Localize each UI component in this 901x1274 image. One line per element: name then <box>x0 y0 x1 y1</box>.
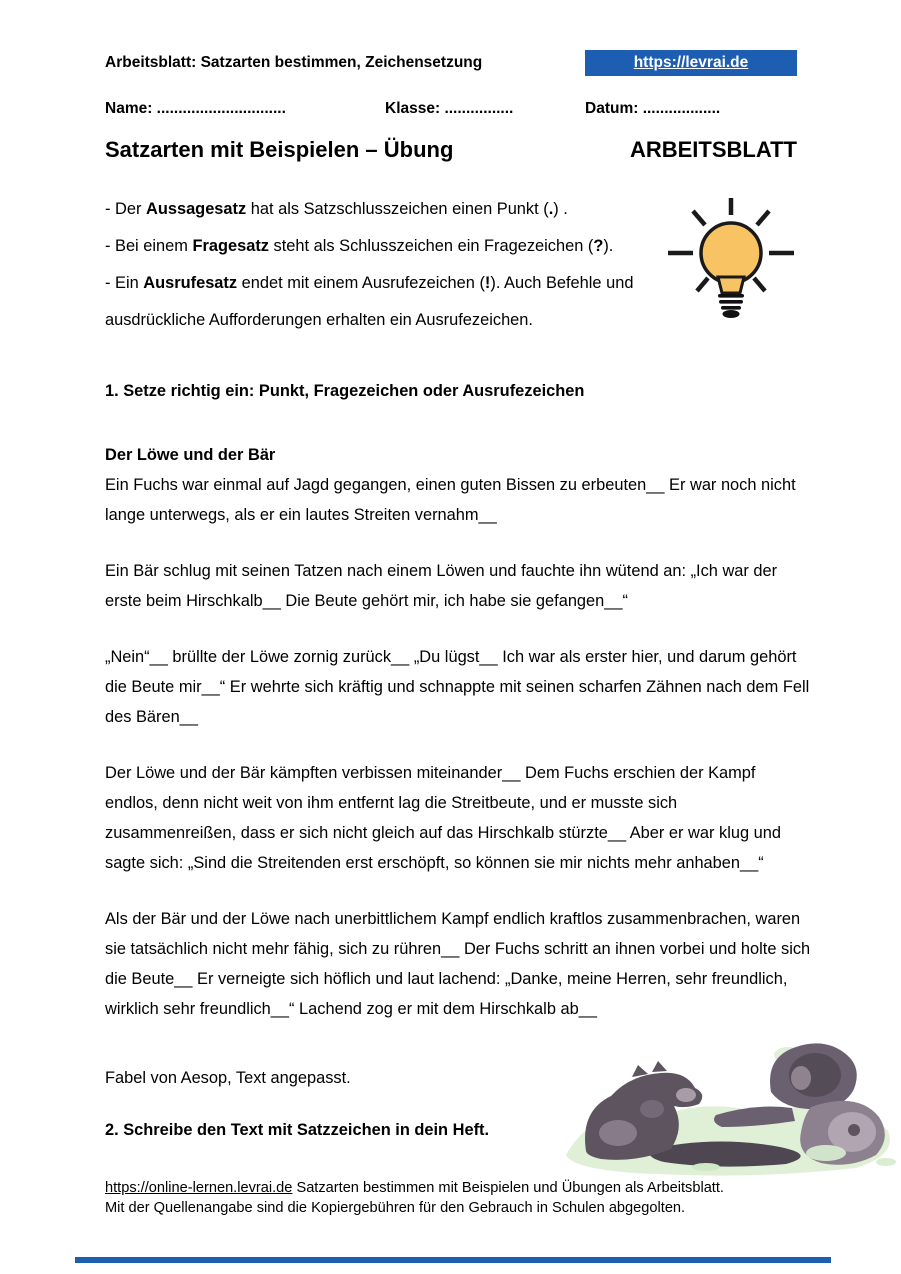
name-field: Name: .............................. <box>105 100 286 117</box>
page-title: Satzarten mit Beispielen – Übung <box>105 137 454 162</box>
exercise2-heading: 2. Schreibe den Text mit Satzzeichen in dein Heft. <box>105 1121 490 1139</box>
rule-text: endet mit einem Ausrufezeichen ( <box>237 274 485 292</box>
site-link-text: https://levrai.de <box>633 54 749 71</box>
rule-text: ) . <box>553 200 568 218</box>
story-paragraph: Ein Fuchs war einmal auf Jagd gegangen, einen guten Bissen zu erbeuten__ Er war noch nicht lange unterwegs, als er ein lautes Streiten vernahm__ <box>105 476 796 524</box>
footer-link[interactable]: https://online-lernen.levrai.de <box>105 1180 293 1196</box>
rule-aussagesatz <box>105 191 677 228</box>
story-attribution: Fabel von Aesop, Text angepasst. <box>105 1069 351 1087</box>
story-paragraph: Ein Bär schlug mit seinen Tatzen nach einem Löwen und fauchte ihn wütend an: „Ich war der erste beim Hirschkalb__ Die Beute gehört mir, ich habe sie gefangen__“ <box>105 562 778 610</box>
story-paragraph: „Nein“__ brüllte der Löwe zornig zurück__ „Du lügst__ Ich war als erster hier, und darum gehört die Beute mir__“ Er wehrte sich kräftig und schnappte mit seinen scharfen Zähnen nach dem Fell des Bären__ <box>105 648 810 726</box>
exercise1-heading: 1. Setze richtig ein: Punkt, Fragezeichen oder Ausrufezeichen <box>105 382 585 400</box>
bottom-divider <box>75 1257 831 1263</box>
rule-ausrufesatz <box>105 265 677 339</box>
rule-text: steht als Schlusszeichen ein Fragezeichen ( <box>268 237 594 255</box>
footer-line1-text: Satzarten bestimmen mit Beispielen und Übungen als Arbeitsblatt. <box>292 1180 724 1196</box>
rule-text: ). <box>603 237 614 255</box>
rule-text: hat als Satzschlusszeichen einen Punkt ( <box>246 200 549 218</box>
site-link-button[interactable] <box>585 50 797 76</box>
rule-fragesatz <box>105 228 677 265</box>
student-info-row <box>105 100 805 118</box>
story-section <box>105 440 811 1050</box>
rule-text: ). Auch Befehle und ausdrückliche Aufforderungen erhalten ein Ausrufezeichen. <box>105 274 634 329</box>
rule-text: - Der <box>105 200 146 218</box>
rule-punctuation-mark: ? <box>593 237 604 255</box>
main-title-row <box>105 137 797 163</box>
footer-line1 <box>105 1178 825 1198</box>
lightbulb-icon <box>660 194 802 328</box>
story-paragraph: Als der Bär und der Löwe nach unerbittlichem Kampf endlich kraftlos zusammenbrachen, waren sie tatsächlich nicht mehr fähig, sich zu rühren__ Der Fuchs schritt an ihnen vorbei und holte sich die Beute__ Er verneigte sich höflich und laut lachend: „Danke, meine Herren, sehr freundlich, wirklich sehr freundlich__“ Lachend zog er mit dem Hirschkalb ab__ <box>105 910 811 1018</box>
date-field: Datum: .................. <box>585 100 721 117</box>
class-field: Klasse: ................ <box>385 100 514 117</box>
worksheet-badge: ARBEITSBLATT <box>629 137 797 162</box>
rule-term: Aussagesatz <box>145 200 247 218</box>
header-bar <box>105 50 797 76</box>
rule-term: Fragesatz <box>192 237 269 255</box>
rule-punctuation-mark: . <box>548 200 554 218</box>
rule-text: - Ein <box>105 274 144 292</box>
footer <box>105 1178 825 1218</box>
rule-term: Ausrufesatz <box>143 274 238 292</box>
sentence-type-rules <box>105 191 677 339</box>
rule-text: - Bei einem <box>105 237 193 255</box>
worksheet-label: Arbeitsblatt: Satzarten bestimmen, Zeichensetzung <box>105 54 483 71</box>
footer-line2: Mit der Quellenangabe sind die Kopiergebühren für den Gebrauch in Schulen abgegolten. <box>105 1200 686 1216</box>
bear-and-lion-image <box>556 1037 900 1179</box>
rule-punctuation-mark: ! <box>484 274 491 292</box>
story-title: Der Löwe und der Bär <box>105 446 276 464</box>
story-paragraph: Der Löwe und der Bär kämpften verbissen miteinander__ Dem Fuchs erschien der Kampf endlos, denn nicht weit von ihm entfernt lag die Streitbeute, und er musste sich zusammenreißen, dass er sich nicht gleich auf das Hirschkalb stürzte__ Aber er war klug und sagte sich: „Sind die Streitenden erst erschöpft, so können sie mir nichts mehr anhaben__“ <box>105 764 781 872</box>
